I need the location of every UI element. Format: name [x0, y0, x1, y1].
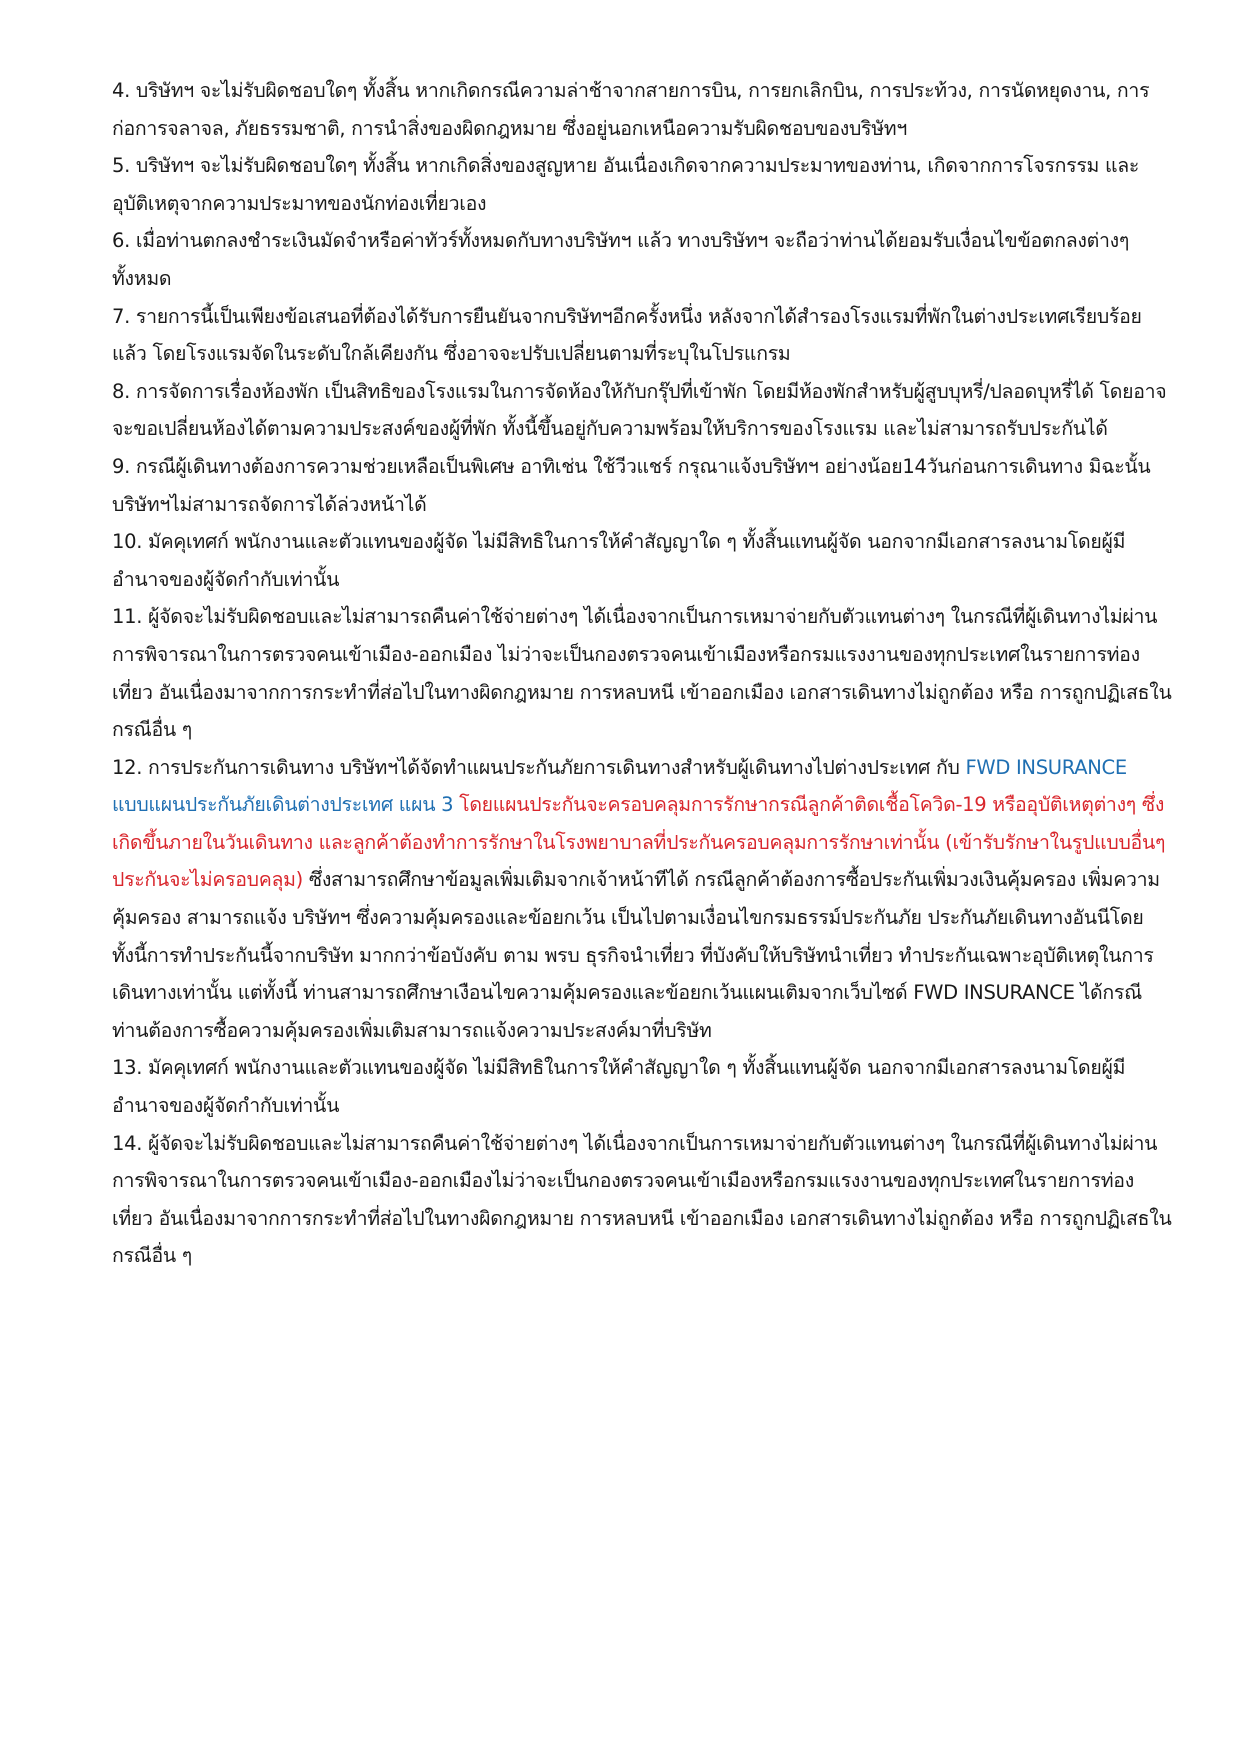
clause-4: 4. บริษัทฯ จะไม่รับผิดชอบใดๆ ทั้งสิ้น หากเกิดกรณีความล่าช้าจากสายการบิน, การยกเลิกบิน, การประท้วง, การนัดหยุดงาน, การก่อการจลาจล, ภัยธรรมชาติ, การนำสิ่งของผิดกฎหมาย ซึ่งอยู่นอกเหนือความรับผิดชอบของบริษัทฯ [112, 79, 1150, 140]
clause-12-insurance-plan: FWD INSURANCE แบบแผนประกันภัยเดินต่างประเทศ แผน 3 [112, 755, 1127, 817]
clause-5: 5. บริษัทฯ จะไม่รับผิดชอบใดๆ ทั้งสิ้น หากเกิดสิ่งของสูญหาย อันเนื่องเกิดจากความประมาทของท่าน, เกิดจากการโจรกรรม และ อุบัติเหตุจากความประมาทของนักท่องเที่ยวเอง [112, 154, 1140, 215]
clause-11: 11. ผู้จัดจะไม่รับผิดชอบและไม่สามารถคืนค่าใช้จ่ายต่างๆ ได้เนื่องจากเป็นการเหมาจ่ายกับตัวแทนต่างๆ ในกรณีที่ผู้เดินทางไม่ผ่านการพิจารณาในการตรวจคนเข้าเมือง-ออกเมือง ไม่ว่าจะเป็นกองตรวจคนเข้าเมืองหรือกรมแรงงานของทุกประเทศในรายการท่องเที่ยว อันเนื่องมาจากการกระทำที่ส่อไปในทางผิดกฎหมาย การหลบหนี เข้าออกเมือง เอกสารเดินทางไม่ถูกต้อง หรือ การถูกปฏิเสธในกรณีอื่น ๆ [112, 605, 1172, 742]
clause-7: 7. รายการนี้เป็นเพียงข้อเสนอที่ต้องได้รับการยืนยันจากบริษัทฯอีกครั้งหนึ่ง หลังจากได้สำรองโรงแรมที่พักในต่างประเทศเรียบร้อยแล้ว โดยโรงแรมจัดในระดับใกล้เคียงกัน ซึ่งอาจจะปรับเปลี่ยนตามที่ระบุในโปรแกรม [112, 304, 1142, 366]
terms-document [112, 72, 1172, 1275]
clause-8: 8. การจัดการเรื่องห้องพัก เป็นสิทธิของโรงแรมในการจัดห้องให้กับกรุ๊ปที่เข้าพัก โดยมีห้องพักสำหรับผู้สูบบุหรี่/ปลอดบุหรี่ได้ โดยอาจจะขอเปลี่ยนห้องได้ตามความประสงค์ของผู้ที่พัก ทั้งนี้ขึ้นอยู่กับความพร้อมให้บริการของโรงแรม และไม่สามารถรับประกันได้ [112, 379, 1167, 441]
clause-12-details: ซึ่งสามารถศึกษาข้อมูลเพิ่มเติมจากเจ้าหน้าทีได้ กรณีลูกค้าต้องการซื้อประกันเพิ่มวงเงินคุ้มครอง เพิ่มความคุ้มครอง สามารถแจ้ง บริษัทฯ ซึ่งความคุ้มครองและข้อยกเว้น เป็นไปตามเงื่อนไขกรมธรรม์ประกันภัย ประกันภัยเดินทางอันนีโดยทั้งนี้การทำประกันนี้จากบริษัท มากกว่าข้อบังคับ ตาม พรบ ธุรกิจนำเที่ยว ที่บังคับให้บริษัทนำเที่ยว ทำประกันเฉพาะอุบัติเหตุในการเดินทางเท่านั้น แต่ทั้งนี้ ท่านสามารถศึกษาเงือนไขความคุ้มครองและข้อยกเว้นแผนเติมจากเว็บไซด์ FWD INSURANCE ได้กรณีท่านต้องการซื้อความคุ้มครองเพิ่มเติมสามารถแจ้งความประสงค์มาที่บริษัท [112, 868, 1160, 1042]
clause-6: 6. เมื่อท่านตกลงชำระเงินมัดจำหรือค่าทัวร์ทั้งหมดกับทางบริษัทฯ แล้ว ทางบริษัทฯ จะถือว่าท่านได้ยอมรับเงื่อนไขข้อตกลงต่างๆ ทั้งหมด [112, 229, 1130, 290]
clause-12 [112, 749, 1172, 1050]
clause-9: 9. กรณีผู้เดินทางต้องการความช่วยเหลือเป็นพิเศษ อาทิเช่น ใช้วีวแชร์ กรุณาแจ้งบริษัทฯ อย่างน้อย14วันก่อนการเดินทาง มิฉะนั้น บริษัทฯไม่สามารถจัดการได้ล่วงหน้าได้ [112, 454, 1151, 516]
clause-12-coverage-note: โดยแผนประกันจะครอบคลุมการรักษากรณีลูกค้าติดเชื้อโควิด-19 หรืออุบัติเหตุต่างๆ ซึ่งเกิดขึ้นภายในวันเดินทาง และลูกค้าต้องทำการรักษาในโรงพยาบาลที่ประกันครอบคลุมการรักษาเท่านั้น (เข้ารับรักษาในรูปแบบอื่นๆประกันจะไม่ครอบคลุม) [112, 793, 1166, 892]
clause-10: 10. มัคคุเทศก์ พนักงานและตัวแทนของผู้จัด ไม่มีสิทธิในการให้คำสัญญาใด ๆ ทั้งสิ้นแทนผู้จัด นอกจากมีเอกสารลงนามโดยผู้มีอำนาจของผู้จัดกำกับเท่านั้น [112, 530, 1126, 591]
clause-14: 14. ผู้จัดจะไม่รับผิดชอบและไม่สามารถคืนค่าใช้จ่ายต่างๆ ได้เนื่องจากเป็นการเหมาจ่ายกับตัวแทนต่างๆ ในกรณีที่ผู้เดินทางไม่ผ่านการพิจารณาในการตรวจคนเข้าเมือง-ออกเมืองไม่ว่าจะเป็นกองตรวจคนเข้าเมืองหรือกรมแรงงานของทุกประเทศในรายการท่องเที่ยว อันเนื่องมาจากการกระทำที่ส่อไปในทางผิดกฎหมาย การหลบหนี เข้าออกเมือง เอกสารเดินทางไม่ถูกต้อง หรือ การถูกปฏิเสธในกรณีอื่น ๆ [112, 1131, 1172, 1268]
clause-12-intro: 12. การประกันการเดินทาง บริษัทฯได้จัดทำแผนประกันภัยการเดินทางสำหรับผู้เดินทางไปต่างประเทศ กับ [112, 755, 966, 779]
clause-13: 13. มัคคุเทศก์ พนักงานและตัวแทนของผู้จัด ไม่มีสิทธิในการให้คำสัญญาใด ๆ ทั้งสิ้นแทนผู้จัด นอกจากมีเอกสารลงนามโดยผู้มีอำนาจของผู้จัดกำกับเท่านั้น [112, 1056, 1126, 1118]
